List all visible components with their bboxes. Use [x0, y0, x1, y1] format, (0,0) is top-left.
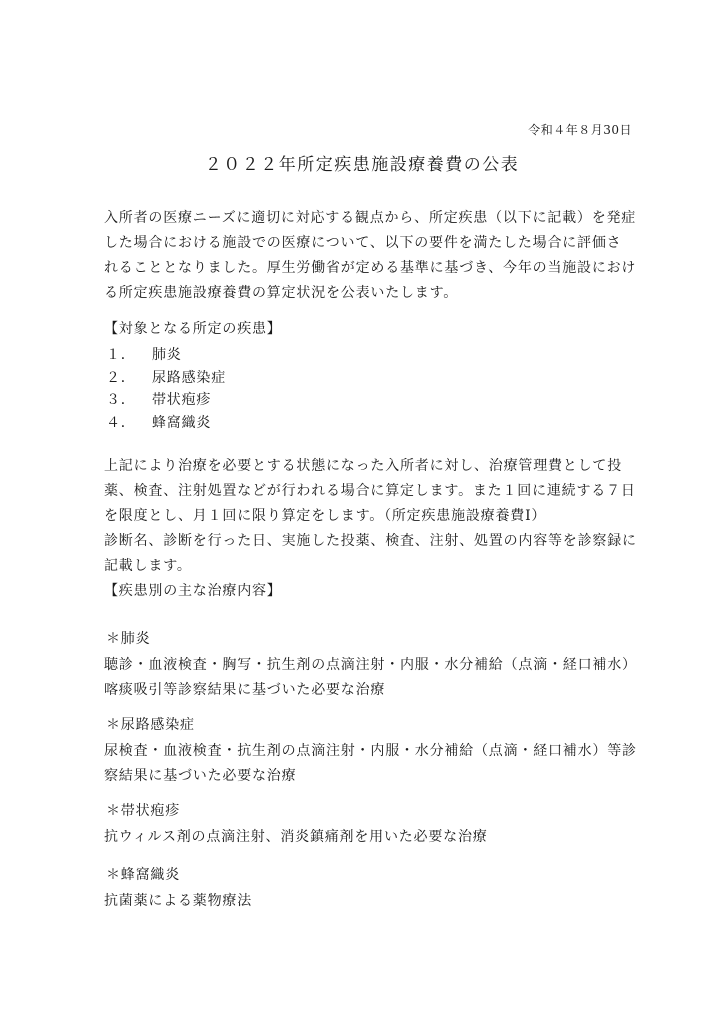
intro-line: れることとなりました。厚生労働省が定める基準に基づき、今年の当施設におけ — [104, 260, 637, 276]
intro-line: る所定疾患施設療養費の算定状況を公表いたします。 — [104, 285, 459, 301]
section-title: ＊尿路感染症 — [106, 717, 195, 733]
billing-rule-paragraph — [104, 454, 637, 579]
list-item-number: ３． — [106, 392, 136, 408]
target-diseases-heading: 【対象となる所定の疾患】 — [104, 321, 282, 337]
intro-line: した場合における施設での医療について、以下の要件を満たした場合に評価さ — [104, 235, 622, 251]
list-item-number: ２． — [106, 369, 136, 386]
document-title: ２０２２年所定疾患施設療養費の公表 — [204, 155, 520, 175]
section-title: ＊肺炎 — [106, 631, 151, 647]
section-title: ＊蜂窩織炎 — [106, 867, 180, 883]
list-item-label: 肺炎 — [152, 347, 182, 363]
rule-line: 薬、検査、注射処置などが行われる場合に算定します。また１回に連続する７日 — [104, 483, 636, 499]
treatment-section-uti — [104, 714, 637, 790]
treatment-heading: 【疾患別の主な治療内容】 — [104, 583, 282, 599]
list-item-label: 蜂窩織炎 — [152, 414, 212, 431]
section-line: 喀痰吸引等診察結果に基づいた必要な治療 — [104, 682, 386, 698]
intro-line: 入所者の医療ニーズに適切に対応する観点から、所定疾患（以下に記載）を発症 — [104, 210, 637, 226]
list-item-label: 尿路感染症 — [152, 369, 226, 386]
section-line: 尿検査・血液検査・抗生剤の点滴注射・内服・水分補給（点滴・経口補水）等診 — [104, 743, 637, 759]
intro-paragraph — [104, 206, 637, 306]
list-item — [104, 367, 226, 390]
list-item — [104, 412, 226, 435]
disease-list — [104, 344, 226, 434]
treatment-section-pneumonia — [104, 628, 637, 704]
rule-line: を限度とし、月１回に限り算定をします。（所定疾患施設療養費Ⅰ） — [104, 508, 547, 524]
list-item-label: 帯状疱疹 — [152, 392, 212, 408]
section-line: 察結果に基づいた必要な治療 — [104, 768, 297, 784]
list-item-number: ４． — [106, 414, 136, 431]
treatment-section-cellulitis — [104, 864, 252, 915]
treatment-section-herpes-zoster — [104, 800, 488, 851]
section-title: ＊帯状疱疹 — [106, 803, 180, 819]
list-item-number: １． — [106, 347, 136, 363]
section-line: 抗菌薬による薬物療法 — [104, 893, 252, 909]
rule-line: 記載します。 — [104, 558, 192, 574]
list-item — [104, 389, 226, 412]
document-date: 令和４年８月30日 — [528, 123, 632, 137]
section-line: 抗ウィルス剤の点滴注射、消炎鎮痛剤を用いた必要な治療 — [104, 829, 488, 845]
rule-line: 上記により治療を必要とする状態になった入所者に対し、治療管理費として投 — [104, 458, 622, 474]
list-item — [104, 344, 226, 367]
section-line: 聴診・血液検査・胸写・抗生剤の点滴注射・内服・水分補給（点滴・経口補水） — [104, 657, 637, 673]
rule-line: 診断名、診断を行った日、実施した投薬、検査、注射、処置の内容等を診察録に — [104, 533, 637, 549]
